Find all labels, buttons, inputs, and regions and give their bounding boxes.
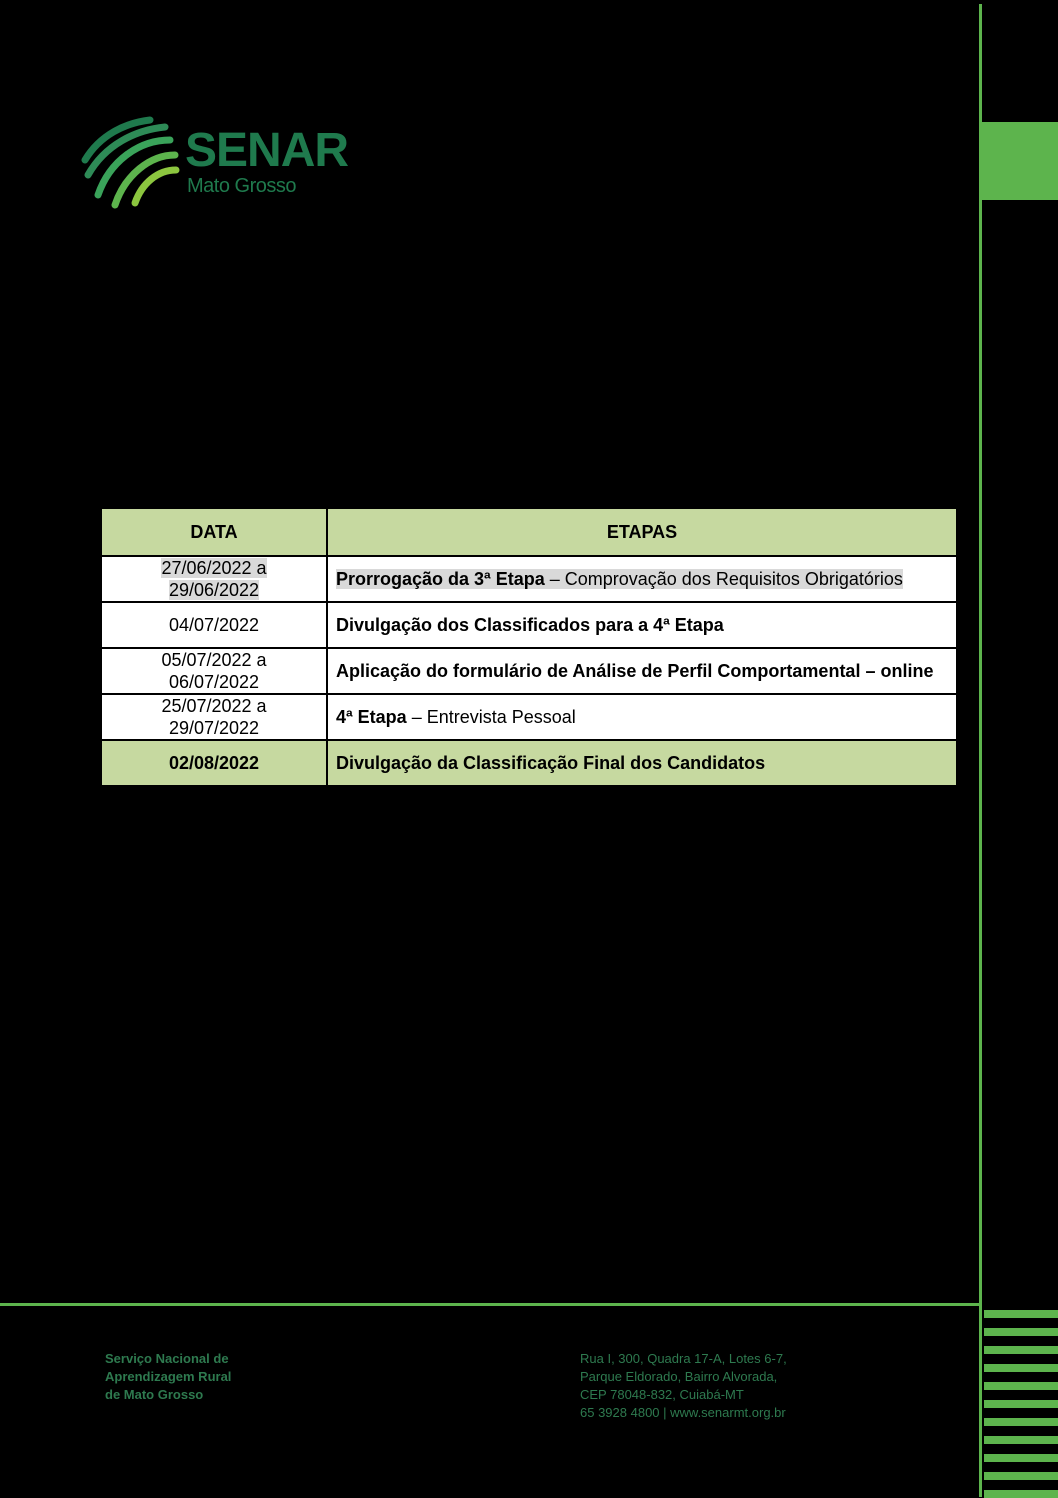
header-steps: ETAPAS <box>327 508 957 556</box>
table-row-highlight <box>101 740 957 786</box>
table-row <box>101 556 957 602</box>
senar-logo <box>80 115 380 210</box>
date-cell: 04/07/2022 <box>101 602 327 648</box>
step-cell: Divulgação dos Classificados para a 4ª Etapa <box>327 602 957 648</box>
footer-organization: Serviço Nacional de Aprendizagem Rural de Mato Grosso <box>105 1351 232 1402</box>
step-cell: Aplicação do formulário de Análise de Perfil Comportamental – online <box>327 648 957 694</box>
logo-subtitle: Mato Grosso <box>187 175 296 197</box>
date-cell: 02/08/2022 <box>101 740 327 786</box>
right-border-line <box>979 4 982 1497</box>
date-cell: 25/07/2022 a 29/07/2022 <box>101 694 327 740</box>
table-header-row <box>101 508 957 556</box>
footer-stripes <box>984 1306 1058 1497</box>
logo-name: SENAR <box>185 124 349 177</box>
table-row <box>101 648 957 694</box>
step-cell: Prorrogação da 3ª Etapa – Comprovação dos Requisitos Obrigatórios <box>327 556 957 602</box>
footer-address: Rua I, 300, Quadra 17-A, Lotes 6-7, Parque Eldorado, Bairro Alvorada, CEP 78048-832, Cuiabá-MT 65 3928 4800 | www.senarmt.org.br <box>580 1351 787 1420</box>
schedule-table <box>100 507 958 787</box>
step-cell: Divulgação da Classificação Final dos Candidatos <box>327 740 957 786</box>
date-cell: 27/06/2022 a 29/06/2022 <box>101 556 327 602</box>
footer-divider <box>0 1303 982 1306</box>
step-cell: 4ª Etapa – Entrevista Pessoal <box>327 694 957 740</box>
right-accent-block <box>982 122 1058 200</box>
table-row <box>101 694 957 740</box>
leaf-mark-icon <box>80 115 180 210</box>
date-cell: 05/07/2022 a 06/07/2022 <box>101 648 327 694</box>
table-row <box>101 602 957 648</box>
header-date: DATA <box>101 508 327 556</box>
